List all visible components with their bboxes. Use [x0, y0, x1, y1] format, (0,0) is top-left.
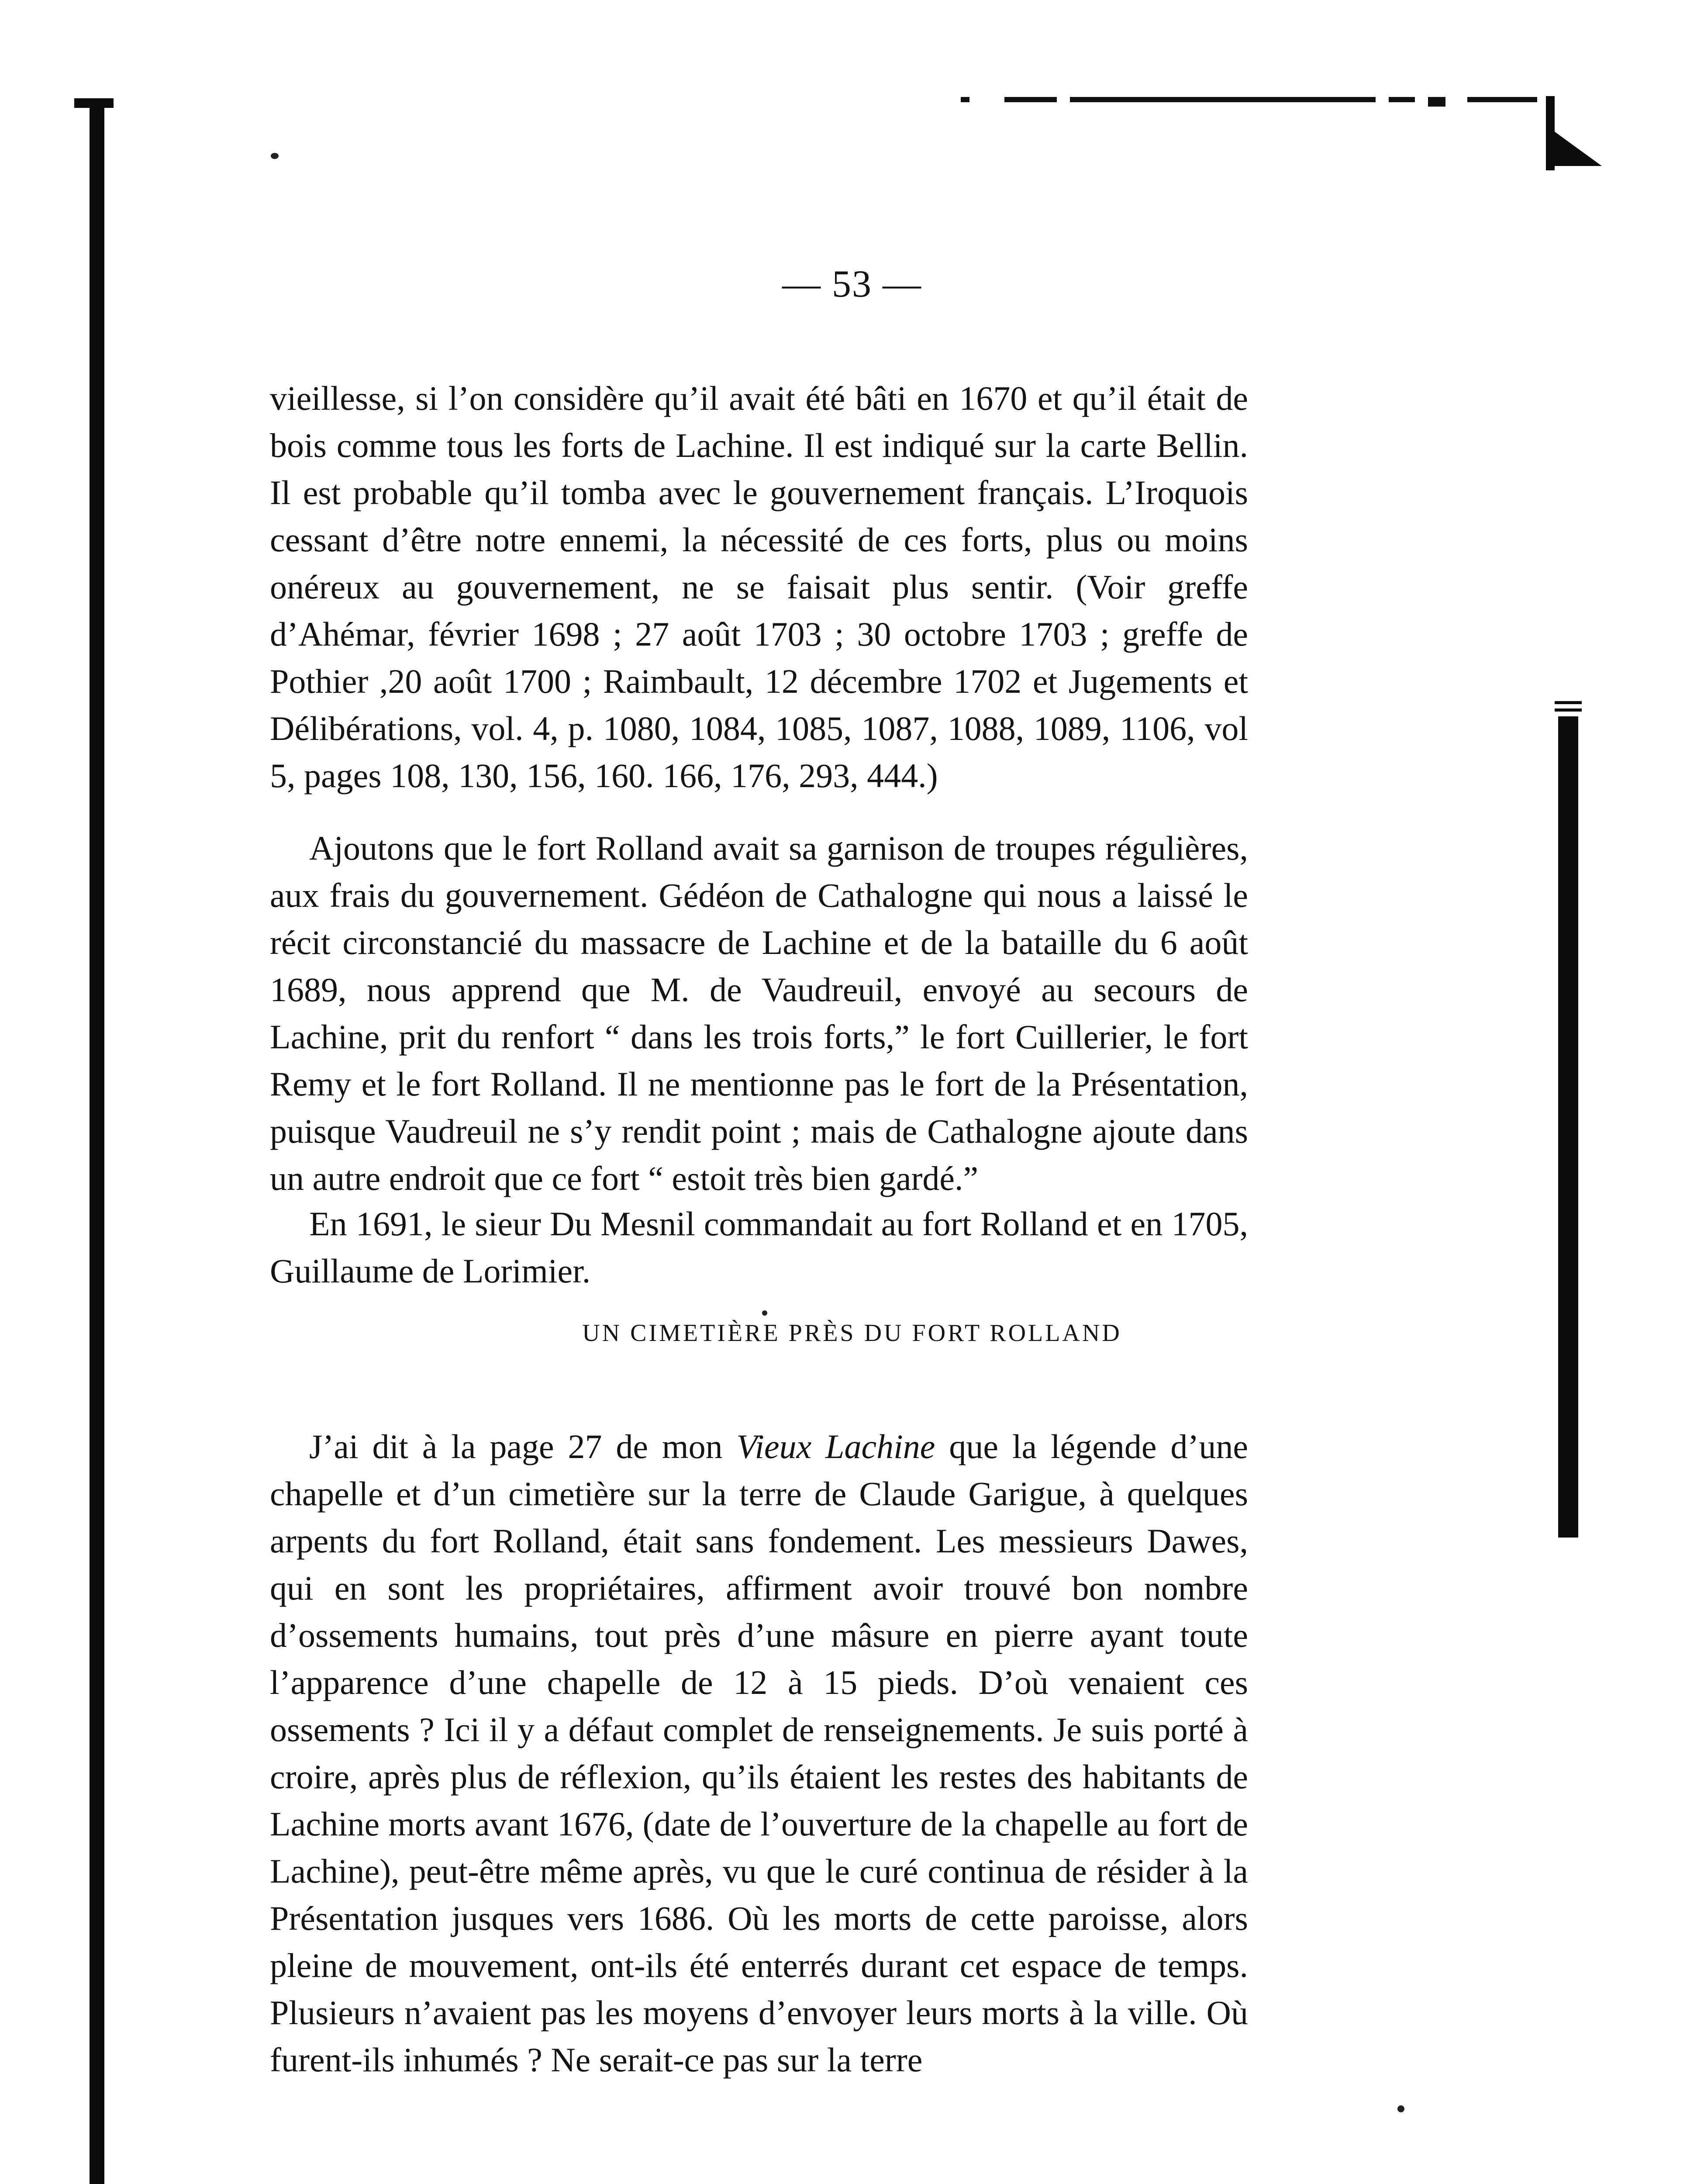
- scan-speck: [1397, 2105, 1404, 2112]
- book-title: Vieux Lachine: [736, 1427, 935, 1465]
- scan-rule-right: [1555, 701, 1582, 704]
- paragraph-2: Ajoutons que le fort Rolland avait sa garnison de troupes régulières, aux frais du gouvernement. Gédéon de Cathalogne qui nous a laissé le récit circonstancié du massacre de Lachine et de la bataille du 6 août 1689, nous apprend que M. de Vaudreuil, envoyé au secours de Lachine, prit du renfort “ dans les trois forts,” le fort Cuillerier, le fort Remy et le fort Rolland. Il ne mentionne pas le fort de la Présentation, puisque Vaudreuil ne s’y rendit point ; mais de Cathalogne ajoute dans un autre endroit que ce fort “ estoit très bien gardé.”: [270, 829, 1248, 1197]
- paragraph-4-intro: J’ai dit à la page 27 de mon: [309, 1427, 737, 1465]
- scan-speck: [271, 153, 279, 159]
- scan-corner-wedge: [1554, 131, 1602, 166]
- paragraph-3: En 1691, le sieur Du Mesnil commandait au fort Rolland et en 1705, Guillaume de Lorimier.: [270, 1205, 1248, 1290]
- scan-corner-mark: [1546, 96, 1555, 170]
- paragraph-1: vieillesse, si l’on considère qu’il avait été bâti en 1670 et qu’il était de bois comme tous les forts de Lachine. Il est indiqué sur la carte Bellin. Il est probable qu’il tomba avec le gouvernement français. L’Iroquois cessant d’être notre ennemi, la nécessité de ces forts, plus ou moins onéreux au gouvernement, ne se faisait plus sentir. (Voir greffe d’Ahémar, février 1698 ; 27 août 1703 ; 30 octobre 1703 ; greffe de Pothier ,20 août 1700 ; Raimbault, 12 décembre 1702 et Jugements et Délibérations, vol. 4, p. 1080, 1084, 1085, 1087, 1088, 1089, 1106, vol 5, pages 108, 130, 156, 160. 166, 176, 293, 444.): [270, 379, 1248, 795]
- scan-edge-right: [1558, 716, 1578, 1538]
- scan-edge-left: [90, 103, 104, 2184]
- section-heading: UN CIMETIÈRE PRÈS DU FORT ROLLAND: [582, 1320, 1122, 1347]
- page-number: — 53 —: [782, 263, 922, 305]
- scan-edge-left-top-mark: [74, 98, 114, 108]
- scan-dash: [1070, 97, 1376, 102]
- paragraph-4-body: que la légende d’une chapelle et d’un cimetière sur la terre de Claude Garigue, à quelques arpents du fort Rolland, était sans fondement. Les messieurs Dawes, qui en sont les propriétaires, affirment avoir trouvé bon nombre d’ossements humains, tout près d’une mâsure en pierre ayant toute l’apparence d’une chapelle de 12 à 15 pieds. D’où venaient ces ossements ? Ici il y a défaut complet de renseignements. Je suis porté à croire, après plus de réflexion, qu’ils étaient les restes des habitants de Lachine morts avant 1676, (date de l’ouverture de la chapelle au fort de Lachine), peut-être même après, vu que le curé continua de résider à la Présentation jusques vers 1686. Où les morts de cette paroisse, alors pleine de mouvement, ont-ils été enterrés durant cet espace de temps. Plusieurs n’avaient pas les moyens d’envoyer leurs morts à la ville. Où furent-ils inhumés ? Ne serait-ce pas sur la terre: [270, 1427, 1249, 2079]
- scan-dash: [1467, 97, 1537, 102]
- scan-dash: [961, 97, 969, 102]
- scan-dash: [1389, 97, 1415, 102]
- scan-rule-right: [1555, 708, 1582, 712]
- scan-dash: [1428, 97, 1445, 107]
- scan-speck: [762, 1310, 767, 1316]
- paragraph-4: [270, 1423, 1248, 2084]
- scan-dash: [1004, 97, 1057, 102]
